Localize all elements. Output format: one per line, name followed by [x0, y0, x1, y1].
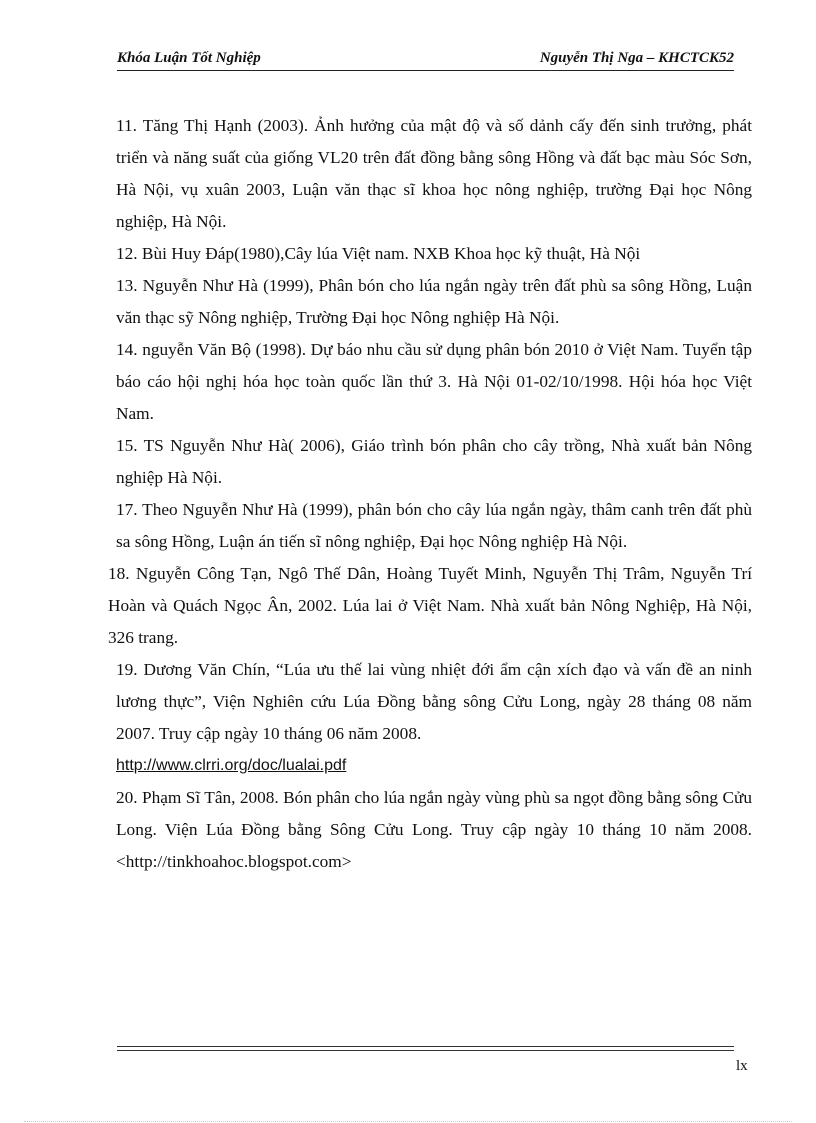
- reference-item-12: 12. Bùi Huy Đáp(1980),Cây lúa Việt nam. NXB Khoa học kỹ thuật, Hà Nội: [116, 244, 641, 263]
- reference-item-14: 14. nguyễn Văn Bộ (1998). Dự báo nhu cầu sử dụng phân bón 2010 ở Việt Nam. Tuyển tập báo cáo hội nghị hóa học toàn quốc lần thứ 3. Hà Nội 01-02/10/1998. Hội hóa học Việt Nam.: [116, 340, 752, 423]
- footer-divider: [117, 1046, 734, 1051]
- page-bottom-edge: [24, 1121, 792, 1122]
- reference-item-15: 15. TS Nguyễn Như Hà( 2006), Giáo trình bón phân cho cây trồng, Nhà xuất bản Nông nghiệp Hà Nội.: [116, 436, 752, 487]
- page-header: [117, 48, 734, 71]
- reference-item-11: 11. Tăng Thị Hạnh (2003). Ảnh hưởng của mật độ và số dảnh cấy đến sinh trưởng, phát triển và năng suất của giống VL20 trên đất đồng bằng sông Hồng và đất bạc màu Sóc Sơn, Hà Nội, vụ xuân 2003, Luận văn thạc sĩ khoa học nông nghiệp, trường Đại học Nông nghiệp, Hà Nội.: [116, 116, 752, 231]
- reference-link-19[interactable]: http://www.clrri.org/doc/lualai.pdf: [116, 757, 347, 774]
- reference-item-18: 18. Nguyễn Công Tạn, Ngô Thế Dân, Hoàng Tuyết Minh, Nguyễn Thị Trâm, Nguyễn Trí Hoàn và Quách Ngọc Ân, 2002. Lúa lai ở Việt Nam. Nhà xuất bản Nông Nghiệp, Hà Nội, 326 trang.: [108, 564, 752, 647]
- header-author: Nguyễn Thị Nga – KHCTCK52: [539, 50, 734, 66]
- reference-item-13: 13. Nguyễn Như Hà (1999), Phân bón cho lúa ngắn ngày trên đất phù sa sông Hồng, Luận văn thạc sỹ Nông nghiệp, Trường Đại học Nông nghiệp Hà Nội.: [116, 276, 752, 327]
- page-number: lx: [736, 1058, 748, 1074]
- reference-item-17: 17. Theo Nguyễn Như Hà (1999), phân bón cho cây lúa ngắn ngày, thâm canh trên đất phù sa sông Hồng, Luận án tiến sĩ nông nghiệp, Đại học Nông nghiệp Hà Nội.: [116, 500, 752, 551]
- reference-item-20: 20. Phạm Sĩ Tân, 2008. Bón phân cho lúa ngắn ngày vùng phù sa ngọt đồng bằng sông Cửu Long. Viện Lúa Đồng bằng Sông Cửu Long. Truy cập ngày 10 tháng 10 năm 2008. <http://tinkhoahoc.blogspot.com>: [116, 788, 752, 871]
- header-thesis-title: Khóa Luận Tốt Nghiệp: [117, 50, 261, 66]
- reference-list: [108, 110, 752, 878]
- reference-item-19: 19. Dương Văn Chín, “Lúa ưu thế lai vùng nhiệt đới ẩm cận xích đạo và vấn đề an ninh lương thực”, Viện Nghiên cứu Lúa Đồng bằng sông Cửu Long, ngày 28 tháng 08 năm 2007. Truy cập ngày 10 tháng 06 năm 2008.: [116, 660, 752, 743]
